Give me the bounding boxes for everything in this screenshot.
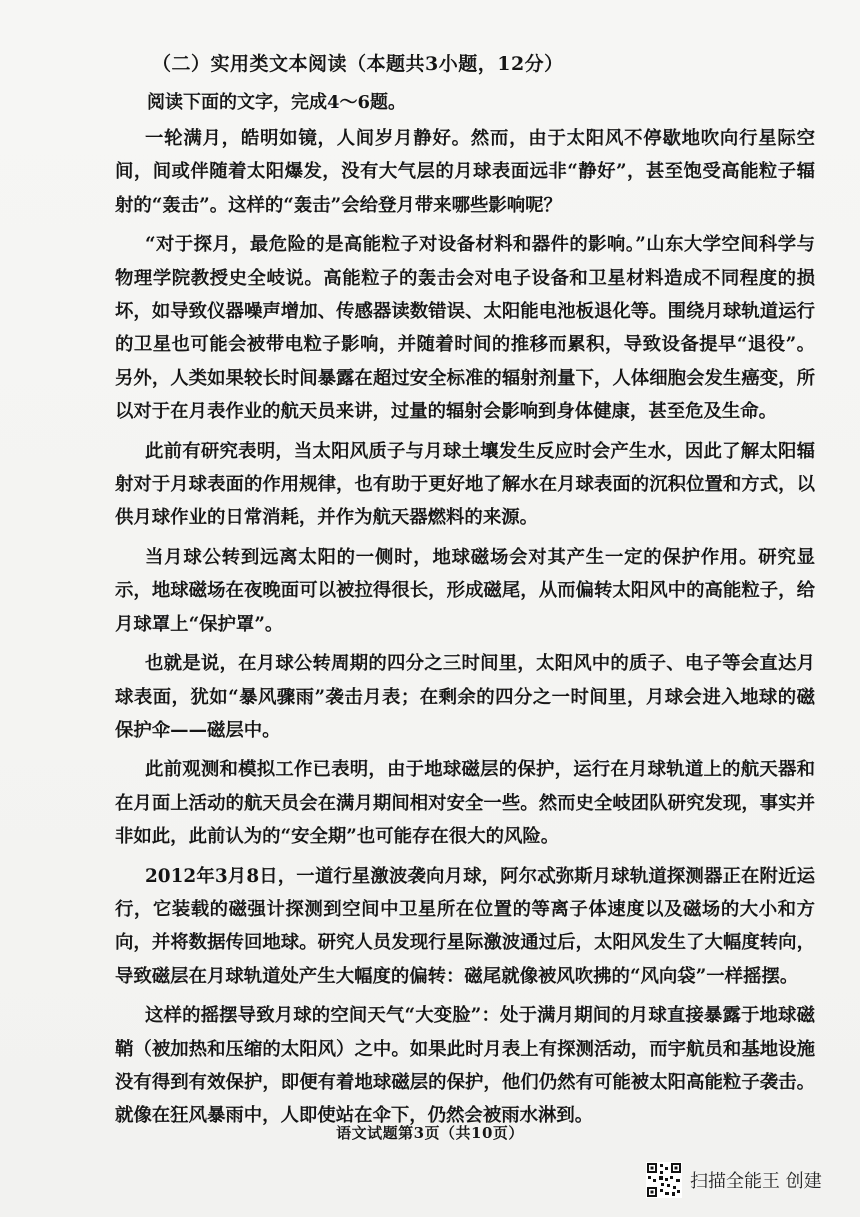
watermark-text: 扫描全能王 创建 xyxy=(690,1171,822,1192)
scanner-watermark xyxy=(646,1160,822,1200)
qr-code-icon xyxy=(646,1162,682,1198)
paragraph: 一轮满月，皓明如镜，人间岁月静好。然而，由于太阳风不停歇地吹向行星际空间，间或伴随着太阳爆发，没有大气层的月球表面远非“静好”，甚至饱受高能粒子辐射的“轰击”。这样的“轰击”会给登月带来哪些影响呢？ xyxy=(115,128,815,216)
paragraph: 此前有研究表明，当太阳风质子与月球土壤发生反应时会产生水，因此了解太阳辐射对于月球表面的作用规律，也有助于更好地了解水在月球表面的沉积位置和方式，以供月球作业的日常消耗，并作为航天器燃料的来源。 xyxy=(115,440,815,529)
paragraph: 也就是说，在月球公转周期的四分之三时间里，太阳风中的质子、电子等会直达月球表面，犹如“暴风骤雨”袭击月表；在剩余的四分之一时间里，月球会进入地球的磁保护伞——磁层中。 xyxy=(115,653,815,741)
paragraph: 此前观测和模拟工作已表明，由于地球磁层的保护，运行在月球轨道上的航天器和在月面上活动的航天员会在满月期间相对安全一些。然而史全岐团队研究发现，事实并非如此，此前认为的“安全期”也可能存在很大的风险。 xyxy=(115,759,815,848)
page-footer: 语文试题第3页（共10页） xyxy=(336,1124,524,1142)
passage-body xyxy=(115,122,815,1139)
section-heading: （二）实用类文本阅读（本题共3小题，12分） xyxy=(152,53,564,75)
reading-instruction: 阅读下面的文字，完成4～6题。 xyxy=(147,92,407,113)
paragraph: “对于探月，最危险的是高能粒子对设备材料和器件的影响。”山东大学空间科学与物理学院教授史全岐说。高能粒子的轰击会对电子设备和卫星材料造成不同程度的损坏，如导致仪器噪声增加、传感器读数错误、太阳能电池板退化等。围绕月球轨道运行的卫星也可能会被带电粒子影响，并随着时间的推移而累积，导致设备提早“退役”。另外，人类如果较长时间暴露在超过安全标准的辐射剂量下，人体细胞会发生癌变，所以对于在月表作业的航天员来讲，过量的辐射会影响到身体健康，甚至危及生命。 xyxy=(115,234,815,423)
paragraph: 2012年3月8日，一道行星激波袭向月球，阿尔忒弥斯月球轨道探测器正在附近运行，它装载的磁强计探测到空间中卫星所在位置的等离子体速度以及磁场的大小和方向，并将数据传回地球。研究人员发现行星际激波通过后，太阳风发生了大幅度转向，导致磁层在月球轨道处产生大幅度的偏转：磁尾就像被风吹拂的“风向袋”一样摇摆。 xyxy=(115,865,815,987)
paragraph: 这样的摇摆导致月球的空间天气“大变脸”：处于满月期间的月球直接暴露于地球磁鞘（被加热和压缩的太阳风）之中。如果此时月表上有探测活动，而宇航员和基地设施没有得到有效保护，即便有着地球磁层的保护，他们仍然有可能被太阳高能粒子袭击。就像在狂风暴雨中，人即使站在伞下，仍然会被雨水淋到。 xyxy=(115,1005,815,1127)
paragraph: 当月球公转到远离太阳的一侧时，地球磁场会对其产生一定的保护作用。研究显示，地球磁场在夜晚面可以被拉得很长，形成磁尾，从而偏转太阳风中的高能粒子，给月球罩上“保护罩”。 xyxy=(115,546,815,635)
